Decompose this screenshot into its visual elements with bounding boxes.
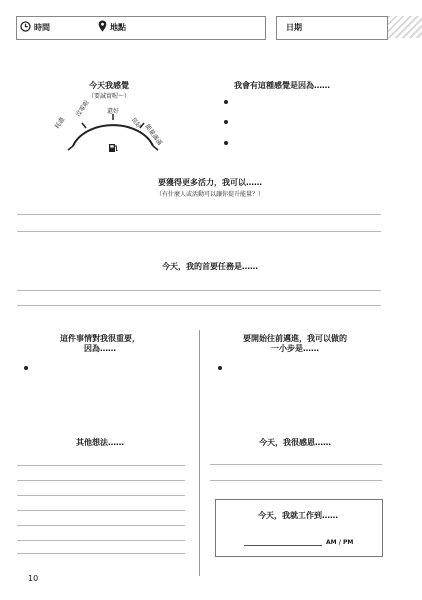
work-until-box [215, 499, 383, 557]
writing-line[interactable] [210, 480, 382, 481]
gauge-arc [73, 125, 153, 146]
date-label: 日期 [286, 23, 302, 32]
clock-icon [20, 21, 31, 32]
fuel-pump-icon [109, 144, 118, 152]
energy-subtitle: （有什麼人或活動可以讓你提升能量？） [155, 191, 264, 198]
gauge-label-drained: 沒電啦 [74, 99, 91, 119]
bullet-point [224, 100, 228, 104]
reason-title: 我會有這種感覺是因為…… [234, 81, 330, 90]
writing-line[interactable] [210, 464, 382, 465]
gauge-tick [68, 146, 73, 150]
writing-line[interactable] [17, 290, 381, 291]
gratitude-title: 今天，我很感恩…… [259, 438, 331, 447]
other-thoughts-title: 其他想法…… [76, 438, 124, 447]
writing-line[interactable] [17, 553, 185, 554]
writing-line[interactable] [17, 525, 185, 526]
feeling-subtitle: （要誠實喔～） [87, 93, 130, 100]
priority-title: 今天，我的首要任務是…… [162, 262, 258, 271]
first-step-title-line2: 一小步是…… [271, 344, 319, 353]
gauge-label-full: 能量滿滿 [143, 123, 164, 147]
bullet-point [218, 366, 222, 370]
writing-line[interactable] [17, 540, 185, 541]
first-step-title-line1: 要開始往前邁進，我可以做的 [243, 334, 347, 343]
time-location-field[interactable] [16, 16, 266, 40]
writing-line[interactable] [17, 495, 185, 496]
time-label: 時間 [34, 23, 50, 32]
important-title-line2: 因為…… [84, 344, 116, 353]
location-label: 地點 [110, 23, 126, 32]
gauge-label-empty: 耗盡 [53, 116, 67, 131]
writing-line[interactable] [17, 465, 185, 466]
writing-line[interactable] [17, 510, 185, 511]
column-divider [199, 330, 200, 576]
bullet-point [24, 366, 28, 370]
map-pin-icon [98, 20, 107, 32]
decorative-stripes [388, 16, 422, 38]
feeling-title: 今天我感覺 [89, 81, 129, 90]
bullet-point [224, 120, 228, 124]
important-title-line1: 這件事情對我很重要， [60, 334, 140, 343]
gauge-tick [82, 123, 86, 128]
writing-line[interactable] [17, 214, 381, 215]
work-until-title: 今天，我就工作到…… [258, 511, 338, 520]
work-until-time-line[interactable] [244, 545, 322, 546]
bullet-point [224, 141, 228, 145]
energy-title: 要獲得更多活力，我可以…… [158, 178, 262, 187]
page-number: 10 [28, 574, 39, 583]
writing-line[interactable] [17, 305, 381, 306]
writing-line[interactable] [17, 480, 185, 481]
gauge-label-good: 良好 [129, 116, 143, 131]
gauge-label-okay: 還好 [106, 108, 119, 115]
am-pm-label: AM / PM [326, 539, 354, 546]
writing-line[interactable] [17, 231, 381, 232]
